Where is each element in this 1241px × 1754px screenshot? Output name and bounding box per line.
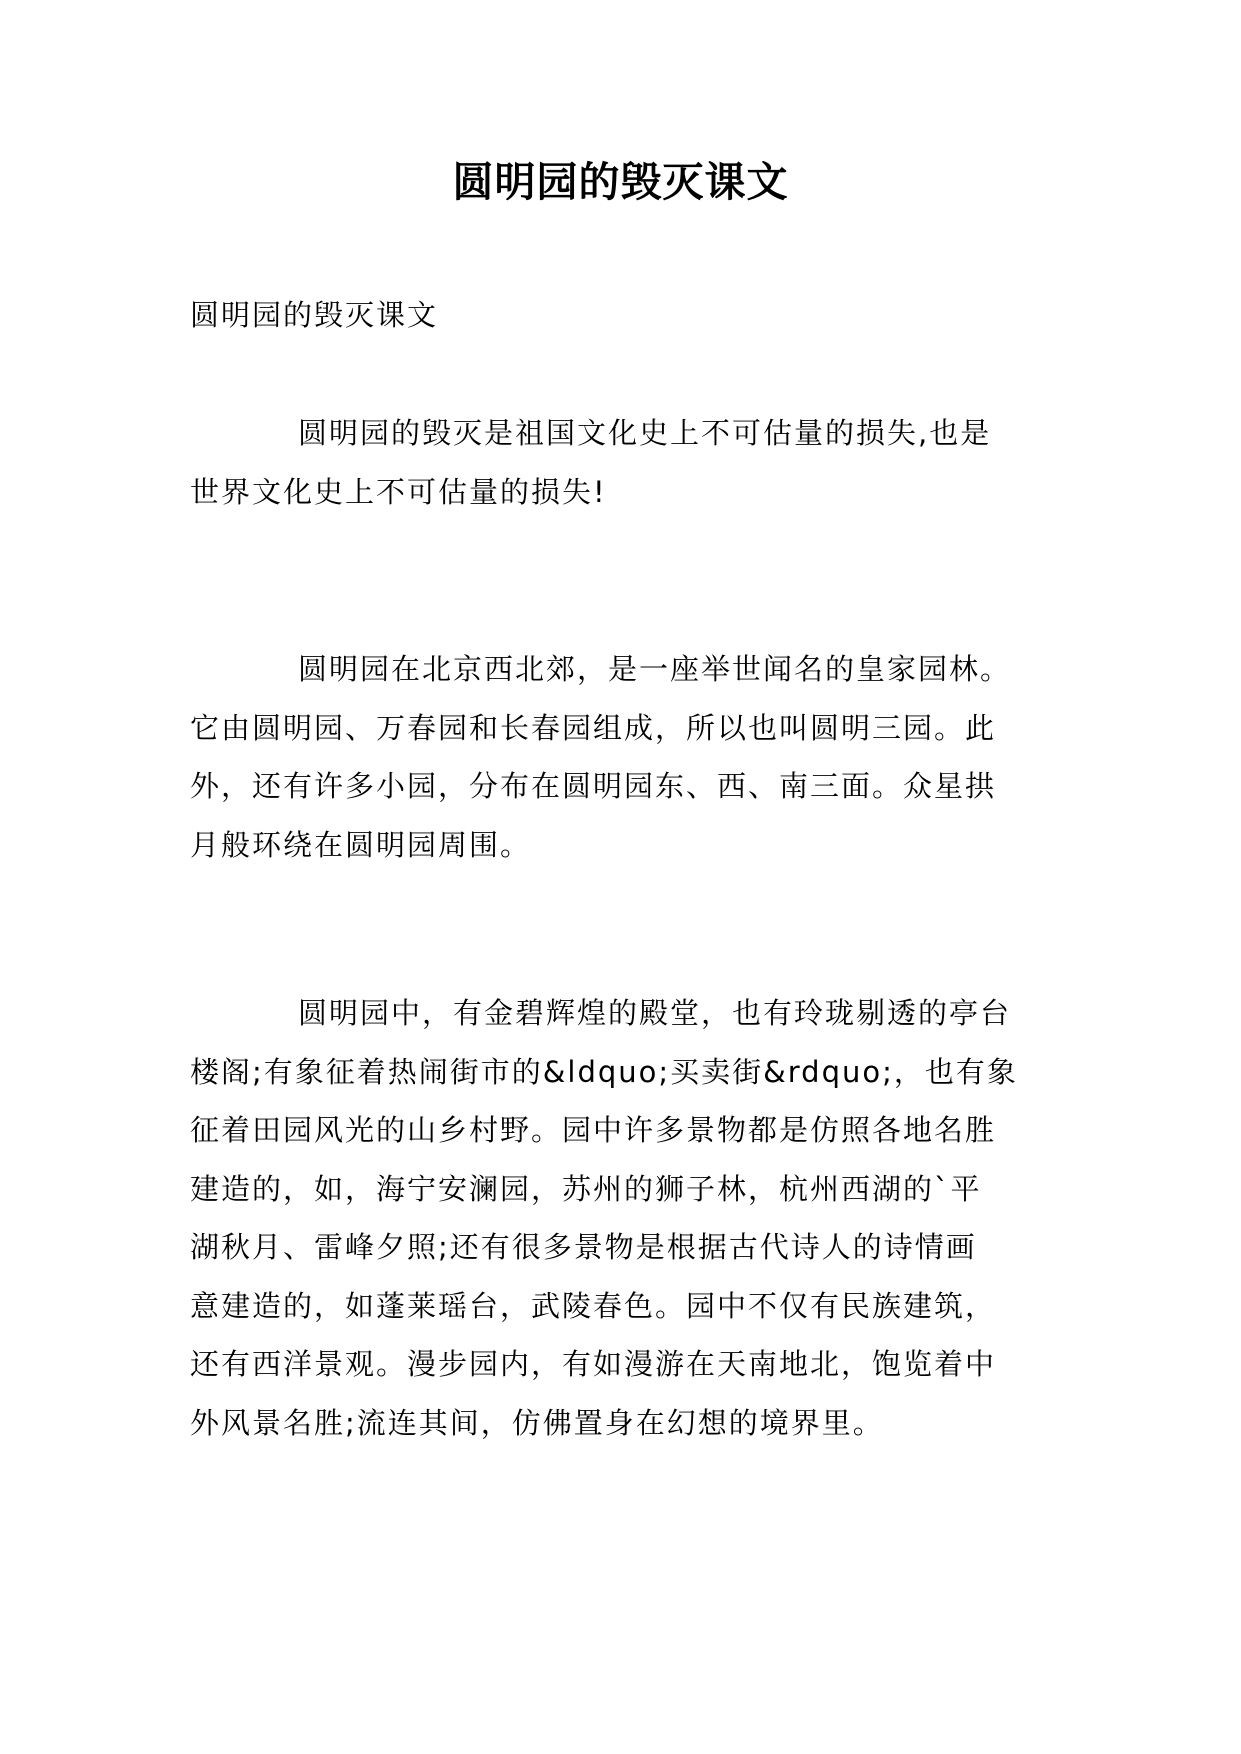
- document-subtitle: 圆明园的毁灭课文: [190, 298, 439, 332]
- paragraph-line: 建造的，如，海宁安澜园，苏州的狮子林，杭州西湖的`平: [190, 1171, 982, 1206]
- paragraph-line: 楼阁;有象征着热闹街市的&ldquo;买卖街&rdquo;，也有象: [190, 1054, 1018, 1089]
- paragraph-3: [190, 984, 1050, 1452]
- paragraph-line: 湖秋月、雷峰夕照;还有很多景物是根据古代诗人的诗情画: [190, 1230, 977, 1264]
- paragraph-1: [190, 404, 1050, 521]
- page-title: 圆明园的毁灭课文: [452, 158, 789, 206]
- paragraph-line: 征着田园风光的山乡村野。园中许多景物都是仿照各地名胜: [190, 1113, 997, 1147]
- paragraph-line: 还有西洋景观。漫步园内，有如漫游在天南地北，饱览着中: [190, 1347, 997, 1381]
- paragraph-line: 圆明园的毁灭是祖国文化史上不可估量的损失,也是: [298, 416, 992, 450]
- paragraph-line: 外风景名胜;流连其间，仿佛置身在幻想的境界里。: [190, 1405, 884, 1440]
- paragraph-line: 圆明园中，有金碧辉煌的殿堂，也有玲珑剔透的亭台: [298, 996, 1012, 1030]
- paragraph-2: [190, 640, 1050, 874]
- paragraph-line: 月般环绕在圆明园周围。: [190, 827, 532, 862]
- paragraph-line: 它由圆明园、万春园和长春园组成，所以也叫圆明三园。此: [190, 710, 997, 745]
- paragraph-line: 外，还有许多小园，分布在圆明园东、西、南三面。众星拱: [190, 769, 997, 803]
- paragraph-line: 圆明园在北京西北郊，是一座举世闻名的皇家园林。: [298, 652, 1012, 686]
- paragraph-line: 意建造的，如蓬莱瑶台，武陵春色。园中不仅有民族建筑，: [190, 1288, 997, 1323]
- paragraph-line: 世界文化史上不可估量的损失!: [190, 474, 607, 509]
